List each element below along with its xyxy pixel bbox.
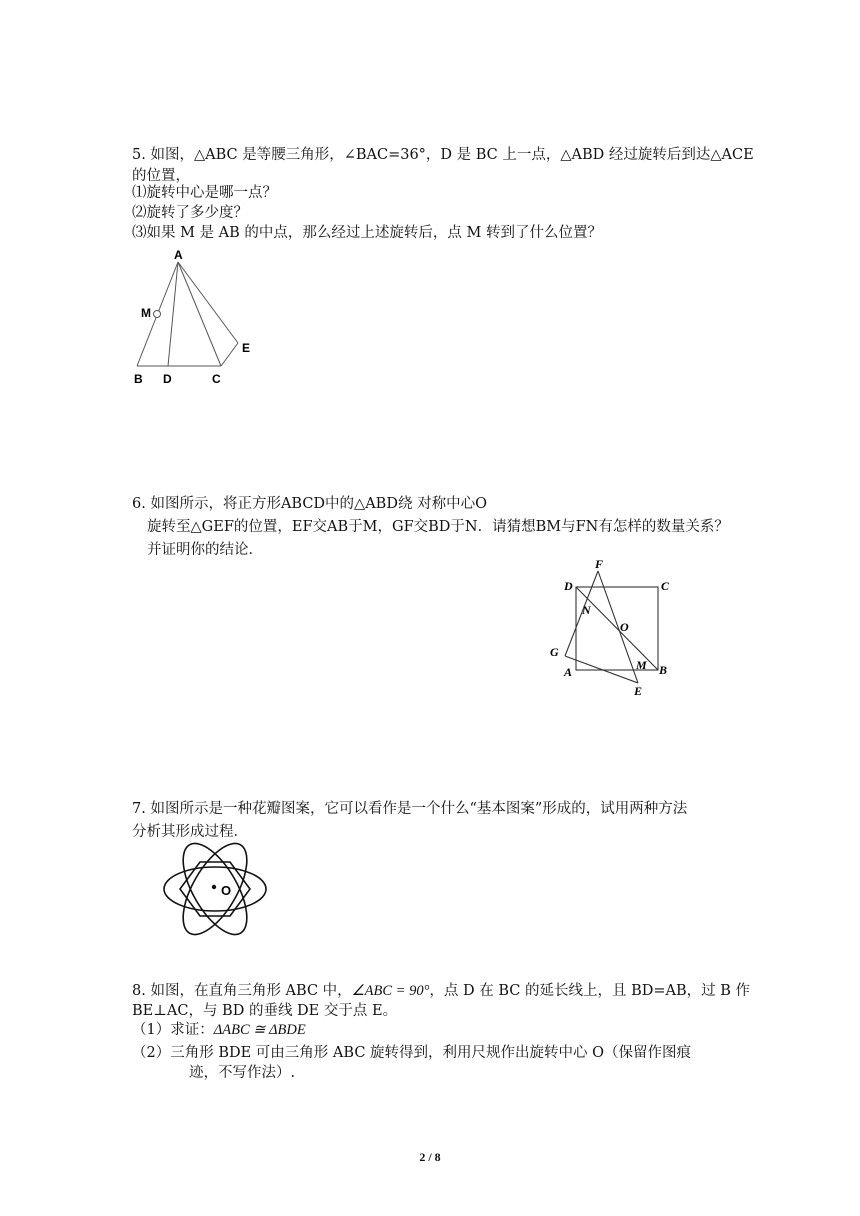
q6-line3: 并证明你的结论． [147, 542, 263, 558]
label-M: M [141, 306, 151, 320]
q5-sub3: ⑶如果 M 是 AB 的中点，那么经过上述旋转后，点 M 转到了什么位置？ [132, 225, 602, 241]
page-number: 2 / 8 [419, 1150, 441, 1164]
q7-line1: 7. 如图所示是一种花瓣图案，它可以看作是一个什么“基本图案”形成的，试用两种方法 [132, 801, 688, 817]
q5-sub2: ⑵旋转了多少度？ [132, 205, 248, 221]
label-G: G [550, 645, 559, 659]
q8-sub1-text: （1）求证： [132, 1022, 214, 1038]
label-N: N [582, 603, 591, 617]
q5-line2: 的位置， [132, 168, 190, 184]
q8-line1-text-b: ，点 D 在 BC 的延长线上，且 BD=AB，过 B 作 [429, 983, 750, 999]
label-A: A [564, 665, 573, 679]
q8-line1 [132, 981, 750, 1001]
q8-line2: BE⊥AC，与 BD 的垂线 DE 交于点 E。 [132, 1003, 398, 1019]
q8-angle-math: ∠ABC = 90° [351, 983, 430, 999]
q5-line1: 5. 如图，△ABC 是等腰三角形，∠BAC=36°，D 是 BC 上一点，△ABD 经过旋转后到达△ACE [132, 147, 754, 163]
label-E: E [242, 341, 251, 355]
q8-line1-text-a: 8. 如图，在直角三角形 ABC 中， [132, 983, 352, 999]
q8-sub2-cont: 迹，不写作法）. [189, 1065, 296, 1081]
q5-triangle-figure [125, 245, 275, 390]
q6-square-figure [540, 555, 680, 700]
q8-sub1 [132, 1020, 306, 1040]
q8-sub2: （2）三角形 BDE 可由三角形 ABC 旋转得到，利用尺规作出旋转中心 O（保留作图痕 [132, 1045, 692, 1061]
q8-congruence-math: ΔABC ≅ ΔBDE [213, 1022, 306, 1038]
q7-petal-figure [155, 832, 275, 947]
label-A: A [174, 248, 183, 262]
label-E: E [634, 684, 643, 698]
label-F: F [595, 557, 604, 571]
q7-line2: 分析其形成过程． [132, 824, 248, 840]
label-M: M [636, 658, 647, 672]
label-O: O [620, 620, 629, 634]
label-C: C [661, 579, 670, 593]
label-O: O [221, 883, 232, 898]
label-B: B [659, 663, 668, 677]
label-D: D [564, 579, 573, 593]
label-D: D [163, 372, 172, 386]
q6-line2: 旋转至△GEF的位置，EF交AB于M，GF交BD于N．请猜想BM与FN有怎样的数量关系？ [147, 519, 729, 535]
label-C: C [212, 372, 221, 386]
q5-sub1: ⑴旋转中心是哪一点？ [132, 185, 277, 201]
label-B: B [134, 372, 143, 386]
q6-line1: 6. 如图所示，将正方形ABCD中的△ABD绕 对称中心O [132, 496, 487, 512]
